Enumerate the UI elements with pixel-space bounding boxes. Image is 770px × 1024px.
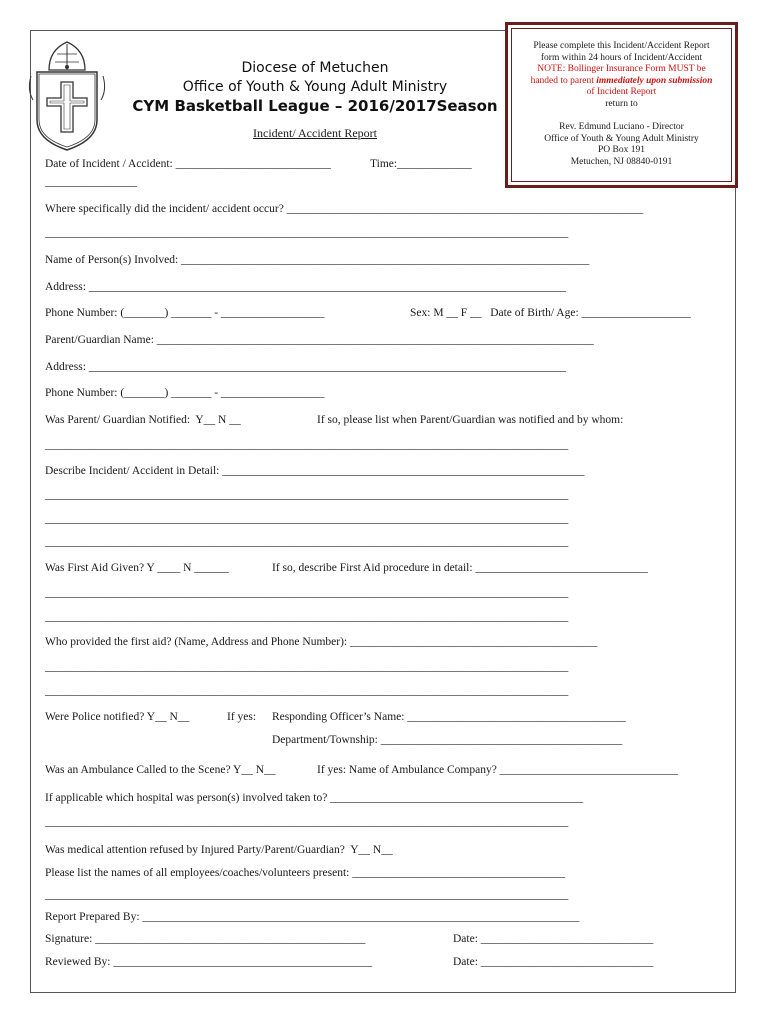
incident-description-field[interactable]: Describe Incident/ Accident in Detail: _______________________________________________________________ <box>45 465 585 477</box>
first-aid-provider-blank[interactable]: ___________________________________________________________________________________________ <box>45 661 569 673</box>
staff-present-field[interactable]: Please list the names of all employees/coaches/volunteers present: _____________________________________ <box>45 867 565 879</box>
date-field-continuation[interactable]: ________________ <box>45 176 137 188</box>
medical-attention-refused-field[interactable]: Was medical attention refused by Injured Party/Parent/Guardian? Y__ N__ <box>45 844 393 856</box>
parent-guardian-name-field[interactable]: Parent/Guardian Name: ____________________________________________________________________________ <box>45 334 594 346</box>
first-aid-blank[interactable]: ___________________________________________________________________________________________ <box>45 587 569 599</box>
person-address-field[interactable]: Address: ___________________________________________________________________________________ <box>45 281 567 293</box>
ambulance-called-field[interactable]: Was an Ambulance Called to the Scene? Y__ N__ <box>45 764 276 776</box>
incident-description-blank[interactable]: ___________________________________________________________________________________________ <box>45 536 569 548</box>
notice-line: return to <box>605 98 638 109</box>
time-field[interactable]: Time:_____________ <box>370 158 472 170</box>
notice-warning-line: of Incident Report <box>586 87 657 97</box>
po-box: PO Box 191 <box>598 145 645 155</box>
league-season-title: CYM Basketball League – 2016/2017Season <box>132 97 498 115</box>
reviewed-date-field[interactable]: Date: ______________________________ <box>453 956 654 968</box>
diocese-crest-logo <box>27 40 107 152</box>
date-of-incident-field[interactable]: Date of Incident / Accident: ___________________________ <box>45 158 331 170</box>
incident-location-blank[interactable]: ___________________________________________________________________________________________ <box>45 227 569 239</box>
incident-location-field[interactable]: Where specifically did the incident/ accident occur? ______________________________________________________________ <box>45 203 644 215</box>
office-address-line: Office of Youth & Young Adult Ministry <box>544 133 699 144</box>
responding-officer-field[interactable]: Responding Officer’s Name: ______________________________________ <box>272 711 626 723</box>
department-township-field[interactable]: Department/Township: __________________________________________ <box>272 734 623 746</box>
office-name: Office of Youth & Young Adult Ministry <box>182 79 448 95</box>
sex-dob-field[interactable]: Sex: M __ F __ Date of Birth/ Age: ___________________ <box>410 307 691 319</box>
parent-notified-detail-label: If so, please list when Parent/Guardian was notified and by whom: <box>317 414 624 426</box>
police-notified-field[interactable]: Were Police notified? Y__ N__ <box>45 711 190 723</box>
hospital-blank[interactable]: ___________________________________________________________________________________________ <box>45 816 569 828</box>
submission-notice-box <box>505 22 738 188</box>
incident-description-blank[interactable]: ___________________________________________________________________________________________ <box>45 513 569 525</box>
first-aid-provider-blank[interactable]: ___________________________________________________________________________________________ <box>45 685 569 697</box>
police-if-yes-label: If yes: <box>227 711 257 723</box>
report-title: Incident/ Accident Report <box>253 126 377 140</box>
parent-notified-blank[interactable]: ___________________________________________________________________________________________ <box>45 439 569 451</box>
signature-field[interactable]: Signature: _______________________________________________ <box>45 933 366 945</box>
diocese-name: Diocese of Metuchen <box>241 60 389 76</box>
notice-warning-line: handed to parent immediately upon submission <box>530 75 713 86</box>
notice-line: form within 24 hours of Incident/Accident <box>540 52 703 63</box>
notice-warning-line: NOTE: Bollinger Insurance Form MUST be <box>537 64 706 74</box>
reviewed-by-field[interactable]: Reviewed By: _____________________________________________ <box>45 956 373 968</box>
report-prepared-by-field[interactable]: Report Prepared By: ____________________________________________________________________________ <box>45 911 580 923</box>
parent-notified-field[interactable]: Was Parent/ Guardian Notified: Y__ N __ <box>45 414 241 426</box>
notice-line: Please complete this Incident/Accident Report <box>533 41 710 51</box>
signature-date-field[interactable]: Date: ______________________________ <box>453 933 654 945</box>
first-aid-given-field[interactable]: Was First Aid Given? Y ____ N ______ <box>45 562 229 574</box>
parent-phone-field[interactable]: Phone Number: (_______) _______ - __________________ <box>45 387 325 399</box>
staff-present-blank[interactable]: ___________________________________________________________________________________________ <box>45 889 569 901</box>
first-aid-blank[interactable]: ___________________________________________________________________________________________ <box>45 611 569 623</box>
first-aid-procedure-field[interactable]: If so, describe First Aid procedure in detail: ______________________________ <box>272 562 648 574</box>
parent-address-field[interactable]: Address: ___________________________________________________________________________________ <box>45 361 567 373</box>
person-phone-field[interactable]: Phone Number: (_______) _______ - __________________ <box>45 307 325 319</box>
city-state-zip: Metuchen, NJ 08840-0191 <box>570 156 673 167</box>
person-involved-field[interactable]: Name of Person(s) Involved: _______________________________________________________________________ <box>45 254 590 266</box>
incident-description-blank[interactable]: ___________________________________________________________________________________________ <box>45 489 569 501</box>
hospital-field[interactable]: If applicable which hospital was person(s) involved taken to? ____________________________________________ <box>45 792 584 804</box>
first-aid-provider-field[interactable]: Who provided the first aid? (Name, Address and Phone Number): ___________________________________________ <box>45 636 598 648</box>
director-name: Rev. Edmund Luciano - Director <box>559 122 684 132</box>
ambulance-company-field[interactable]: If yes: Name of Ambulance Company? _______________________________ <box>317 764 678 776</box>
